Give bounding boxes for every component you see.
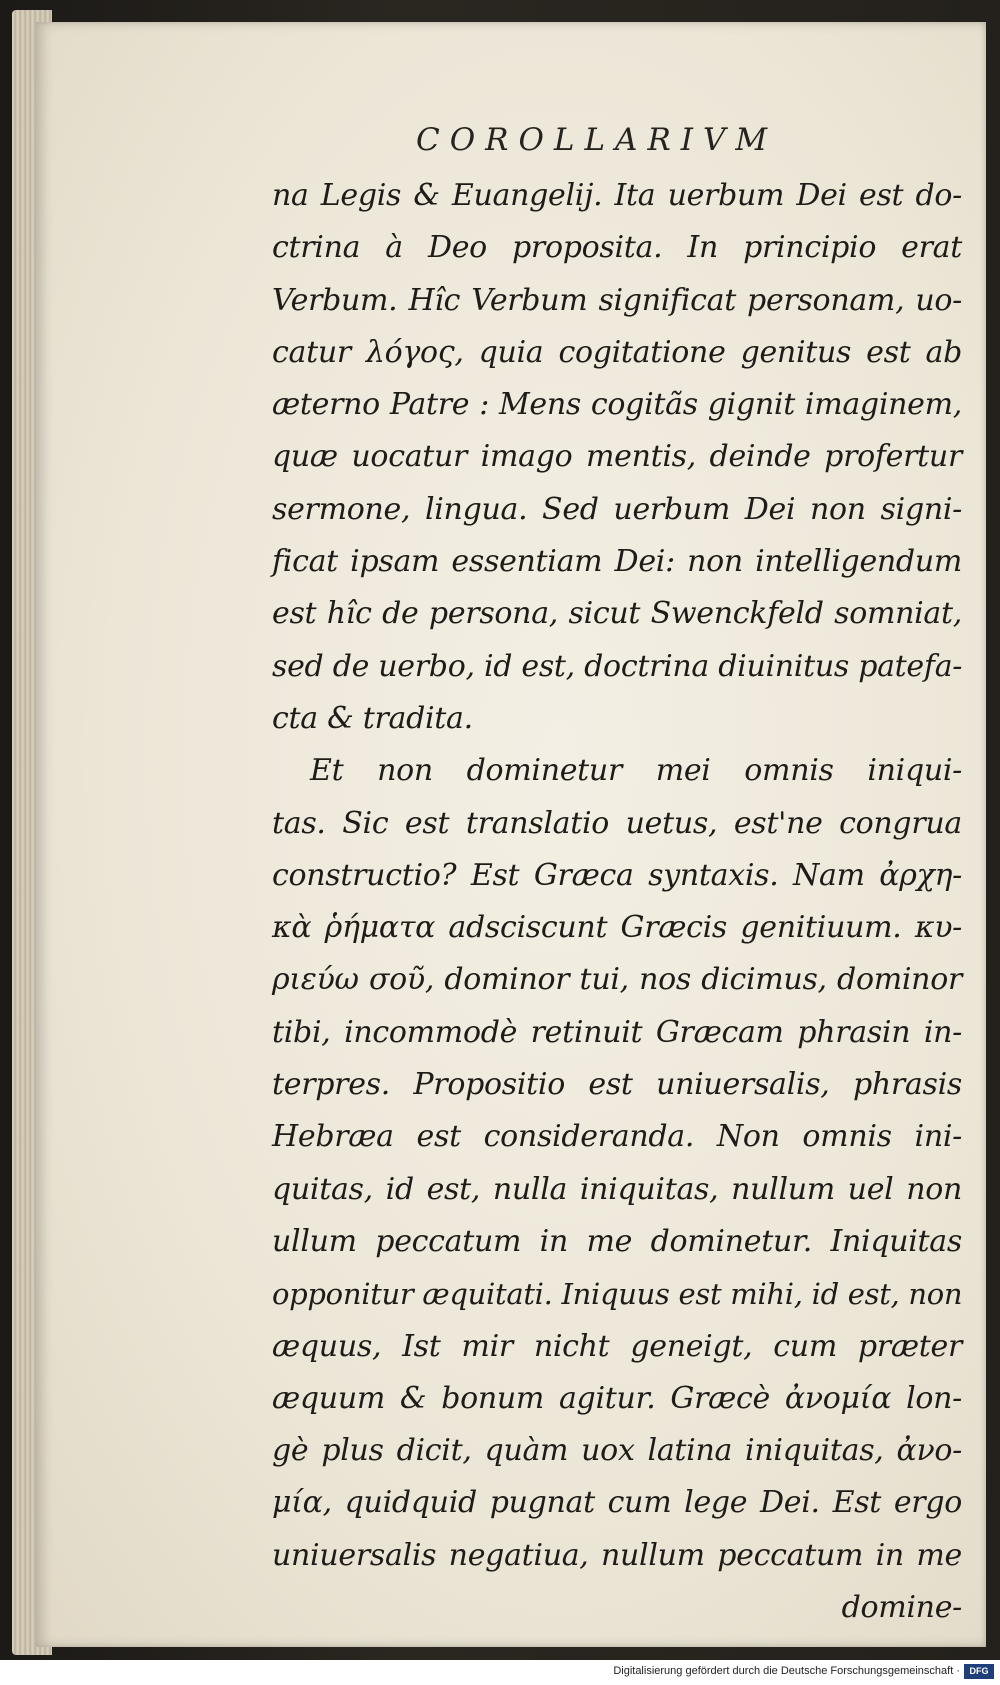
text-line: κὰ ῥήματα adsciscunt Græcis genitiuum. κυ- [272,910,962,946]
text-line: sermone, lingua. Sed uerbum Dei non signi- [272,491,962,527]
text-line: tibi, incommodè retinuit Græcam phrasin in- [272,1014,962,1050]
text-line: tas. Sic est translatio uetus, est'ne congrua [272,805,962,841]
text-line: quæ uocatur imago mentis, deinde profertur [272,439,962,475]
text-line: uniuersalis negatiua, nullum peccatum in me [272,1537,962,1573]
book-page [36,22,986,1647]
text-line: ριεύω σοῦ, dominor tui, nos dicimus, dominor [272,962,962,998]
text-line: catur λόγος, quia cogitatione genitus est ab [272,334,962,370]
text-line: æquus, Ist mir nicht geneigt, cum præter [272,1328,962,1364]
text-line: æterno Patre : Mens cogitãs gignit imaginem, [272,387,962,423]
text-line: sed de uerbo, id est, doctrina diuinitus patefa- [272,648,963,684]
text-line: ficat ipsam essentiam Dei: non intelligendum [272,544,962,580]
text-line: ctrina à Deo proposita. In principio erat [272,230,962,266]
footer-bar [0,1660,1000,1685]
text-line: terpres. Propositio est uniuersalis, phrasis [272,1067,962,1103]
text-line: est hîc de persona, sicut Swenckfeld somniat, [272,596,962,632]
text-line: cta & tradita. [272,700,473,736]
text-line: μία, quidquid pugnat cum lege Dei. Est ergo [272,1485,962,1521]
text-line: Et non dominetur mei omnis iniqui- [310,753,962,789]
text-line: constructio? Est Græca syntaxis. Nam ἀρχη- [272,857,962,893]
text-block [272,170,962,1634]
text-line: Hebræa est consideranda. Non omnis ini- [272,1119,962,1155]
text-line: opponitur æquitati. Iniquus est mihi, id est, non [272,1277,963,1312]
dfg-logo: DFG [964,1664,994,1679]
text-line: æquum & bonum agitur. Græcè ἀνομία lon- [272,1380,962,1416]
text-line: gè plus dicit, quàm uox latina iniquitas, ἀνο- [272,1433,962,1469]
footer-credit: Digitalisierung gefördert durch die Deutsche Forschungsgemeinschaft · [613,1665,960,1677]
text-line: domine- [841,1590,962,1626]
running-head: COROLLARIVM [416,122,778,158]
text-line: quitas, id est, nulla iniquitas, nullum uel non [272,1171,962,1207]
text-line: na Legis & Euangelij. Ita uerbum Dei est do- [272,178,962,213]
text-line: ullum peccatum in me dominetur. Iniquitas [272,1223,962,1259]
text-line: Verbum. Hîc Verbum significat personam, uo- [272,282,962,318]
